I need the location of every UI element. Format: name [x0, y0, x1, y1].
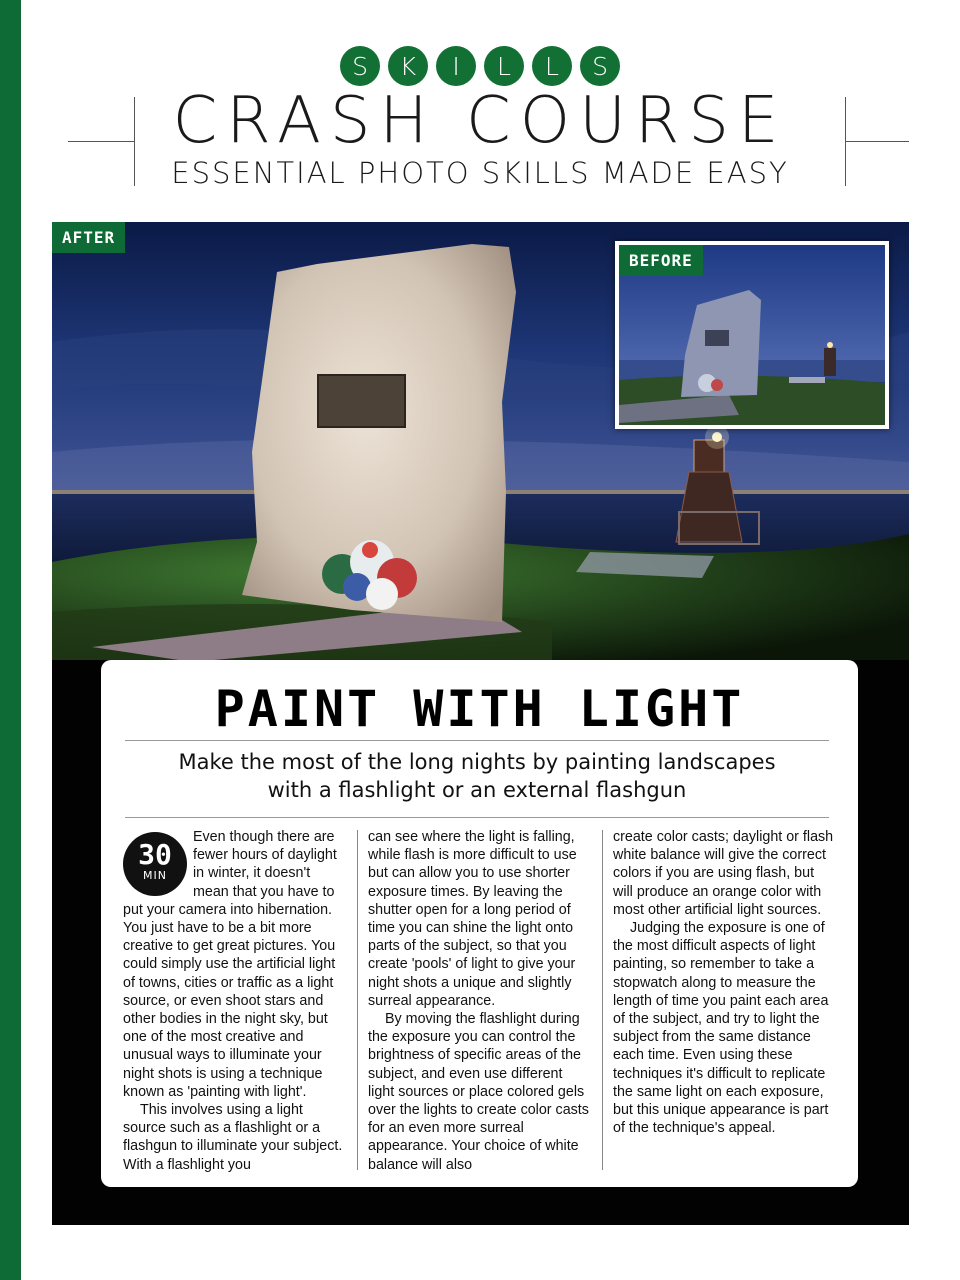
page-subtitle: ESSENTIAL PHOTO SKILLS MADE EASY: [171, 156, 789, 190]
column-divider: [357, 830, 358, 1170]
section-letter: I: [436, 46, 476, 86]
body-paragraph: can see where the light is falling, while flash is more difficult to use but can allow you to use shorter exposure times. By leaving the shutter open for a long period of time you can shine the light onto parts of the subject, so that you create 'pools' of light to give your night shots a unique and slightly surreal appearance.: [368, 829, 577, 1009]
before-inset-photo: [615, 241, 889, 429]
standfirst-line: Make the most of the long nights by painting landscapes: [178, 750, 776, 774]
section-label-skills: [0, 46, 960, 86]
time-badge: [123, 832, 187, 896]
section-letter: S: [340, 46, 380, 86]
time-badge-unit: MIN: [143, 869, 167, 882]
page-title: CRASH COURSE: [172, 84, 788, 158]
green-spine-bar: [0, 0, 21, 1280]
article-standfirst: [125, 748, 829, 804]
standfirst-rule: [125, 817, 829, 818]
body-paragraph: By moving the flashlight during the exposure you can control the brightness of specific areas of the subject, and even use different light sources or place colored gels over the lights to create color casts for an even more surreal appearance. Your choice of white balance will also: [368, 1011, 589, 1173]
article-column-2: [368, 828, 592, 1174]
headline-rule: [125, 740, 829, 741]
body-paragraph: create color casts; daylight or flash white balance will give the correct colors if you are using flash, but will produce an orange color with most other artificial light sources.: [613, 829, 834, 918]
standfirst-line: with a flashlight or an external flashgun: [267, 778, 687, 802]
article-card: [101, 660, 858, 1187]
body-paragraph: This involves using a light source such as a flashlight or a flashgun to illuminate your subject. With a flashlight you: [123, 1102, 343, 1173]
article-headline: PAINT WITH LIGHT: [214, 680, 745, 738]
article-column-3: [613, 828, 837, 1137]
section-letter: K: [388, 46, 428, 86]
body-paragraph: Even though there are fewer hours of daylight in winter, it doesn't mean that you have to put your camera into hibernation. You just have to be a bit more creative to get great pictures. You could simply use the artificial light of towns, cities or traffic as a light source, or even shoot stars and other bodies in the night sky, but one of the most creative and unusual ways to illuminate your night shots is using a technique known as 'painting with light'.: [123, 829, 337, 1100]
before-label: BEFORE: [619, 245, 703, 276]
section-letter: L: [532, 46, 572, 86]
column-divider: [602, 830, 603, 1170]
section-letter: S: [580, 46, 620, 86]
after-label: AFTER: [52, 222, 125, 253]
article-column-1: [123, 828, 347, 1174]
time-badge-value: 30: [138, 838, 172, 871]
section-letter: L: [484, 46, 524, 86]
body-paragraph: Judging the exposure is one of the most difficult aspects of light painting, so remember to take a stopwatch along to measure the length of time you paint each area of the subject, and try to light the subject from the same distance each time. Even using these techniques it's difficult to replicate the same light on each exposure, but this unique appearance is part of the technique's appeal.: [613, 920, 829, 1137]
